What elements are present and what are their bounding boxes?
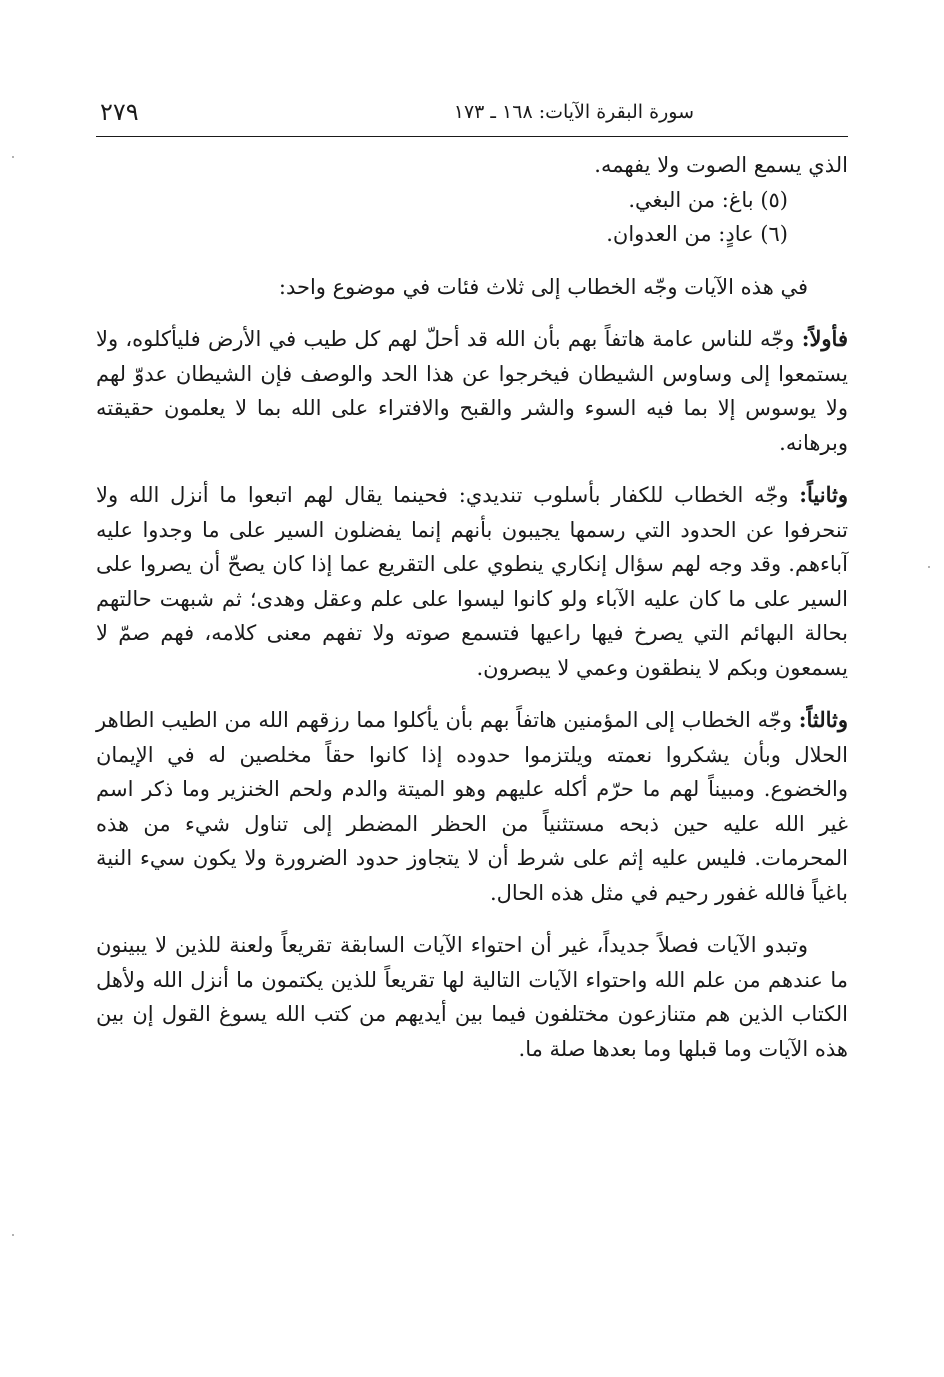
page-body [96, 148, 848, 1066]
footnote-5: (٥) باغ: من البغي. [628, 187, 788, 212]
closing-paragraph: وتبدو الآيات فصلاً جديداً، غير أن احتواء الآيات السابقة تقريعاً ولعنة للذين لا يبينون ما عندهم من علم الله واحتواء الآيات التالية لها تقريعاً للذين يكتمون ما أنزل الله ولأهل الكتاب الذين هم متنازعون مختلفون فيما بين أيديهم من كتب الله يسوغ القول إن بين هذه الآيات وما قبلها وما بعدها صلة ما. [96, 933, 848, 1061]
paragraph-second-text: وجّه الخطاب للكفار بأسلوب تنديدي: فحينما يقال لهم اتبعوا ما أنزل الله ولا تنحرفوا عن الحدود التي رسمها يجيبون بأنهم إنما يفضلون السير على ما وجدوا عليه آباءهم. وقد وجه لهم سؤال إنكاري ينطوي على التقريع عما إذا كان يصحّ أن يصروا على السير على ما كان عليه الآباء ولو كانوا ليسوا على علم وعقل وهدى؛ ثم شبهت حالتهم بحالة البهائم التي يصرخ فيها راعيها فتسمع صوته ولا تفهم معنى كلامه، فهم صمّ لا يسمعون وبكم لا ينطقون وعمي لا يبصرون. [96, 483, 848, 680]
paragraph-first-text: وجّه للناس عامة هاتفاً بهم بأن الله قد أحلّ لهم كل طيب في الأرض فليأكلوه، ولا يستمعوا إلى وساوس الشيطان فيخرجوا عن هذا الحد والوصف فإن الشيطان عدوّ لهم ولا يوسوس إلا بما فيه السوء والشر والقبح والافتراء على الله بما لا يعلمون حقيقته وبرهانه. [96, 327, 848, 455]
footnote-6: (٦) عادٍ: من العدوان. [606, 222, 788, 246]
paragraph-first-lead: فأولاً: [801, 326, 848, 351]
page-number: ٢٧٩ [100, 98, 139, 126]
paragraph-second [96, 478, 848, 685]
running-head: سورة البقرة الآيات: ١٦٨ ـ ١٧٣ [453, 101, 694, 123]
paragraph-second-lead: وثانياً: [799, 482, 848, 507]
continuation-line: الذي يسمع الصوت ولا يفهمه. [594, 153, 848, 177]
paragraph-third-lead: وثالثاً: [798, 707, 848, 732]
paragraph-third [96, 703, 848, 910]
page-header [96, 92, 848, 134]
paragraph-first [96, 322, 848, 460]
margin-speck [928, 566, 930, 568]
margin-speck [12, 156, 14, 158]
header-rule [96, 136, 848, 137]
margin-speck [12, 1234, 14, 1236]
intro-paragraph: في هذه الآيات وجّه الخطاب إلى ثلاث فئات في موضوع واحد: [278, 274, 808, 299]
paragraph-third-text: وجّه الخطاب إلى المؤمنين هاتفاً بهم بأن يأكلوا مما رزقهم الله من الطيب الطاهر الحلال وبأن يشكروا نعمته ويلتزموا حدوده إذا كانوا حقاً مخلصين له في الإيمان والخضوع. ومبيناً لهم ما حرّم أكله عليهم وهو الميتة والدم ولحم الخنزير وما ذكر اسم غير الله عليه حين ذبحه مستثنياً من الحظر المضطر إلى تناول شيء من هذه المحرمات. فليس عليه إثم على شرط أن لا يتجاوز حدود الضرورة ولا يكون سيء النية باغياً فالله غفور رحيم في مثل هذه الحال. [96, 708, 848, 905]
